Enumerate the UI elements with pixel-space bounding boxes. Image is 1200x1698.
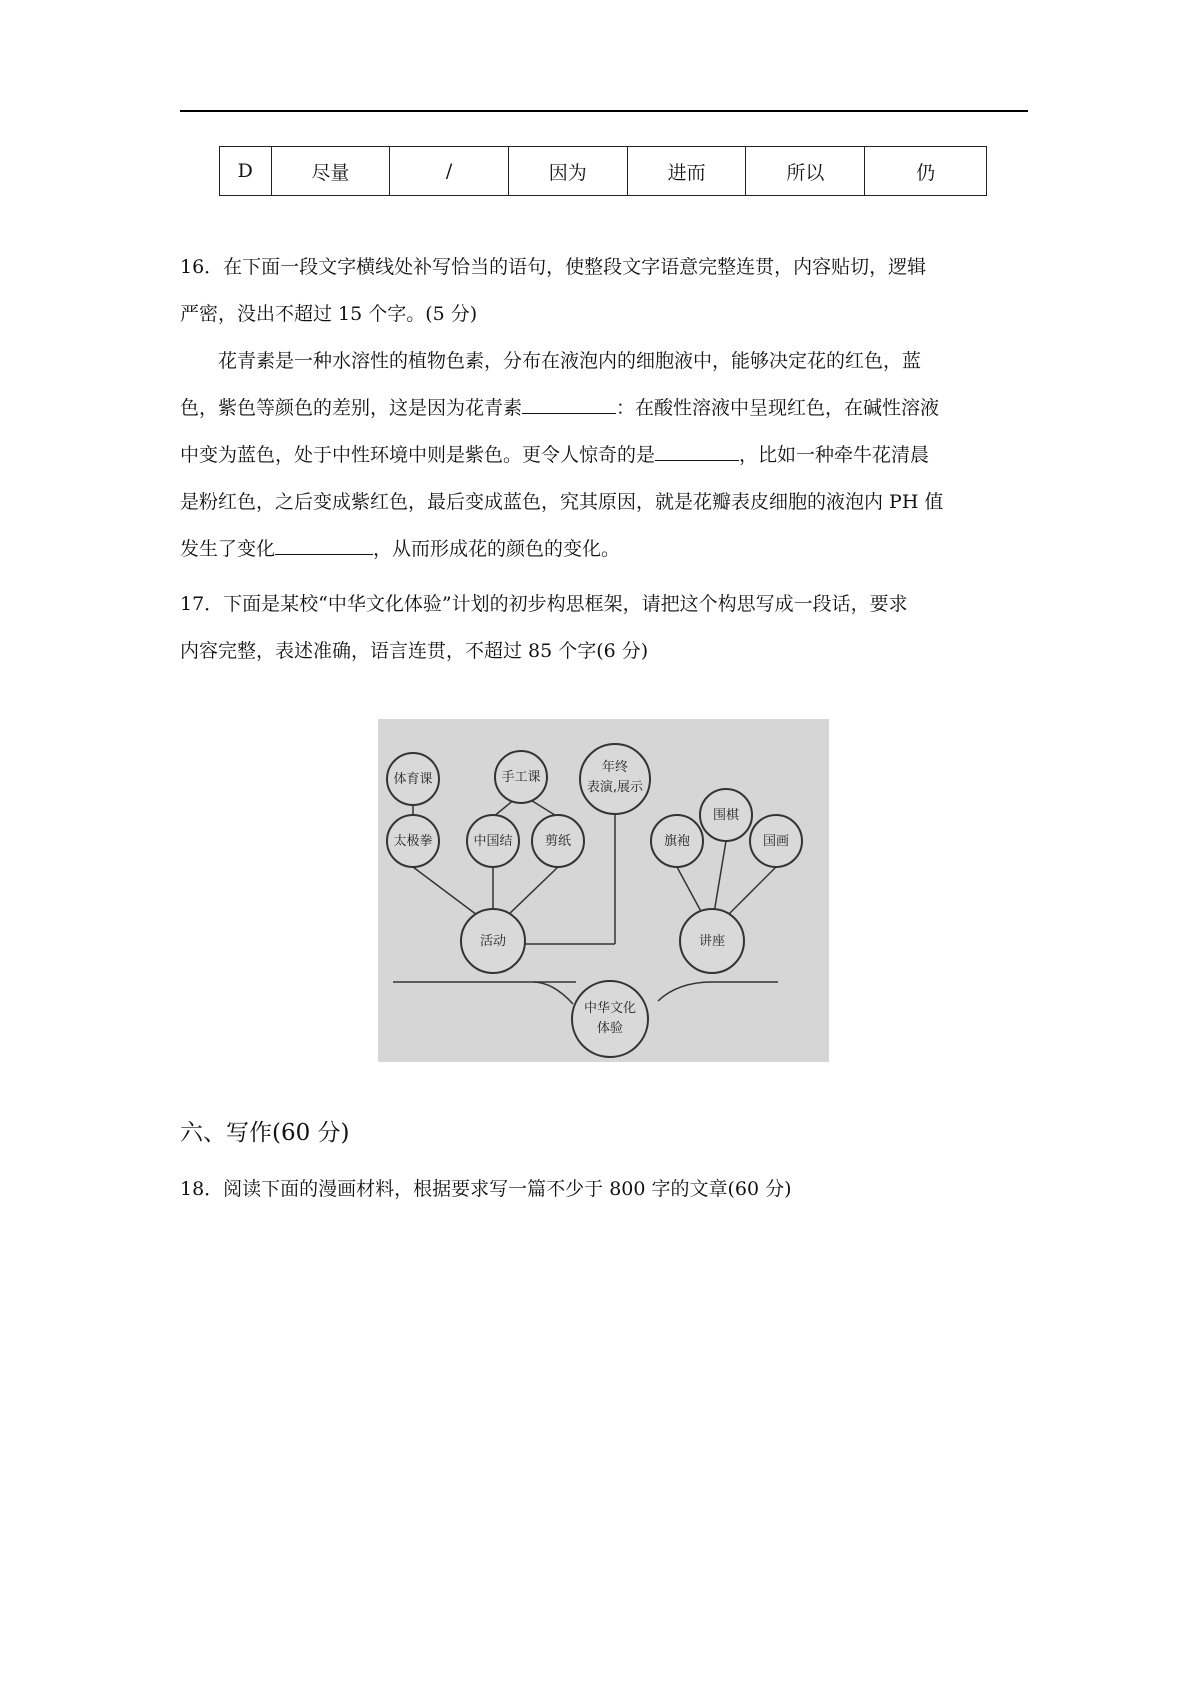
q16-text: 发生了变化: [180, 538, 276, 560]
label-painting: 国画: [762, 834, 790, 849]
q16-passage-line1: 花青素是一种水溶性的植物色素，分布在液泡内的细胞液中，能够决定花的红色，蓝: [218, 350, 922, 372]
table-cell: 仍: [865, 147, 987, 196]
label-root1: 中华文化: [583, 1001, 637, 1016]
table-cell: 所以: [746, 147, 865, 196]
q16-text: 色，紫色等颜色的差别，这是因为花青素: [180, 397, 523, 419]
q17-line1: 17．下面是某校“中华文化体验”计划的初步构思框架，请把这个构思写成一段话，要求: [180, 593, 908, 615]
options-table: [219, 146, 987, 196]
fill-blank-3[interactable]: [275, 536, 373, 555]
label-qipao: 旗袍: [663, 834, 691, 849]
label-knot: 中国结: [473, 834, 513, 849]
header-rule: [180, 110, 1028, 112]
section-6-heading: 六、写作(60 分): [180, 1120, 350, 1146]
fill-blank-2[interactable]: [655, 442, 739, 461]
label-pe: 体育课: [393, 772, 433, 787]
q16-text: ：在酸性溶液中呈现红色，在碱性溶液: [616, 397, 940, 419]
q16-prompt-line2: 严密，没出不超过 15 个字。(5 分): [180, 303, 478, 325]
question-16: [180, 244, 1028, 573]
table-cell: 进而: [627, 147, 746, 196]
label-go: 围棋: [712, 808, 740, 823]
table-cell: 尽量: [271, 147, 390, 196]
node-show: [580, 744, 650, 814]
q16-text: ，比如一种牵牛花清晨: [739, 444, 930, 466]
q16-passage-line5: [180, 526, 1028, 573]
concept-diagram: [378, 719, 829, 1062]
q16-text: ，从而形成花的颜色的变化。: [373, 538, 621, 560]
table-row: [220, 147, 987, 196]
table-cell: /: [390, 147, 509, 196]
label-lecture: 讲座: [698, 934, 726, 949]
label-handcraft: 手工课: [501, 770, 541, 785]
fill-blank-1[interactable]: [522, 395, 616, 414]
q17-line2: 内容完整，表述准确，语言连贯，不超过 85 个字(6 分): [180, 640, 649, 662]
diagram-svg: [378, 719, 829, 1062]
label-show1: 年终: [601, 760, 629, 775]
label-papercut: 剪纸: [544, 834, 572, 849]
label-root2: 体验: [596, 1021, 624, 1036]
question-17: [180, 581, 1028, 675]
q16-passage-line3: [180, 432, 1028, 479]
q16-passage-line2: [180, 385, 1028, 432]
question-18: 18．阅读下面的漫画材料，根据要求写一篇不少于 800 字的文章(60 分): [180, 1178, 792, 1200]
q16-prompt-line1: 16．在下面一段文字横线处补写恰当的语句，使整段文字语意完整连贯，内容贴切，逻辑: [180, 256, 927, 278]
label-activity: 活动: [479, 934, 507, 949]
table-cell: 因为: [508, 147, 627, 196]
label-taiji: 太极拳: [393, 834, 433, 849]
label-show2: 表演,展示: [586, 780, 644, 795]
q16-passage-line4: 是粉红色，之后变成紫红色，最后变成蓝色，究其原因，就是花瓣表皮细胞的液泡内 PH 值: [180, 491, 944, 513]
table-cell-label: D: [220, 147, 272, 196]
q16-text: 中变为蓝色，处于中性环境中则是紫色。更令人惊奇的是: [180, 444, 656, 466]
node-root: [572, 981, 648, 1057]
